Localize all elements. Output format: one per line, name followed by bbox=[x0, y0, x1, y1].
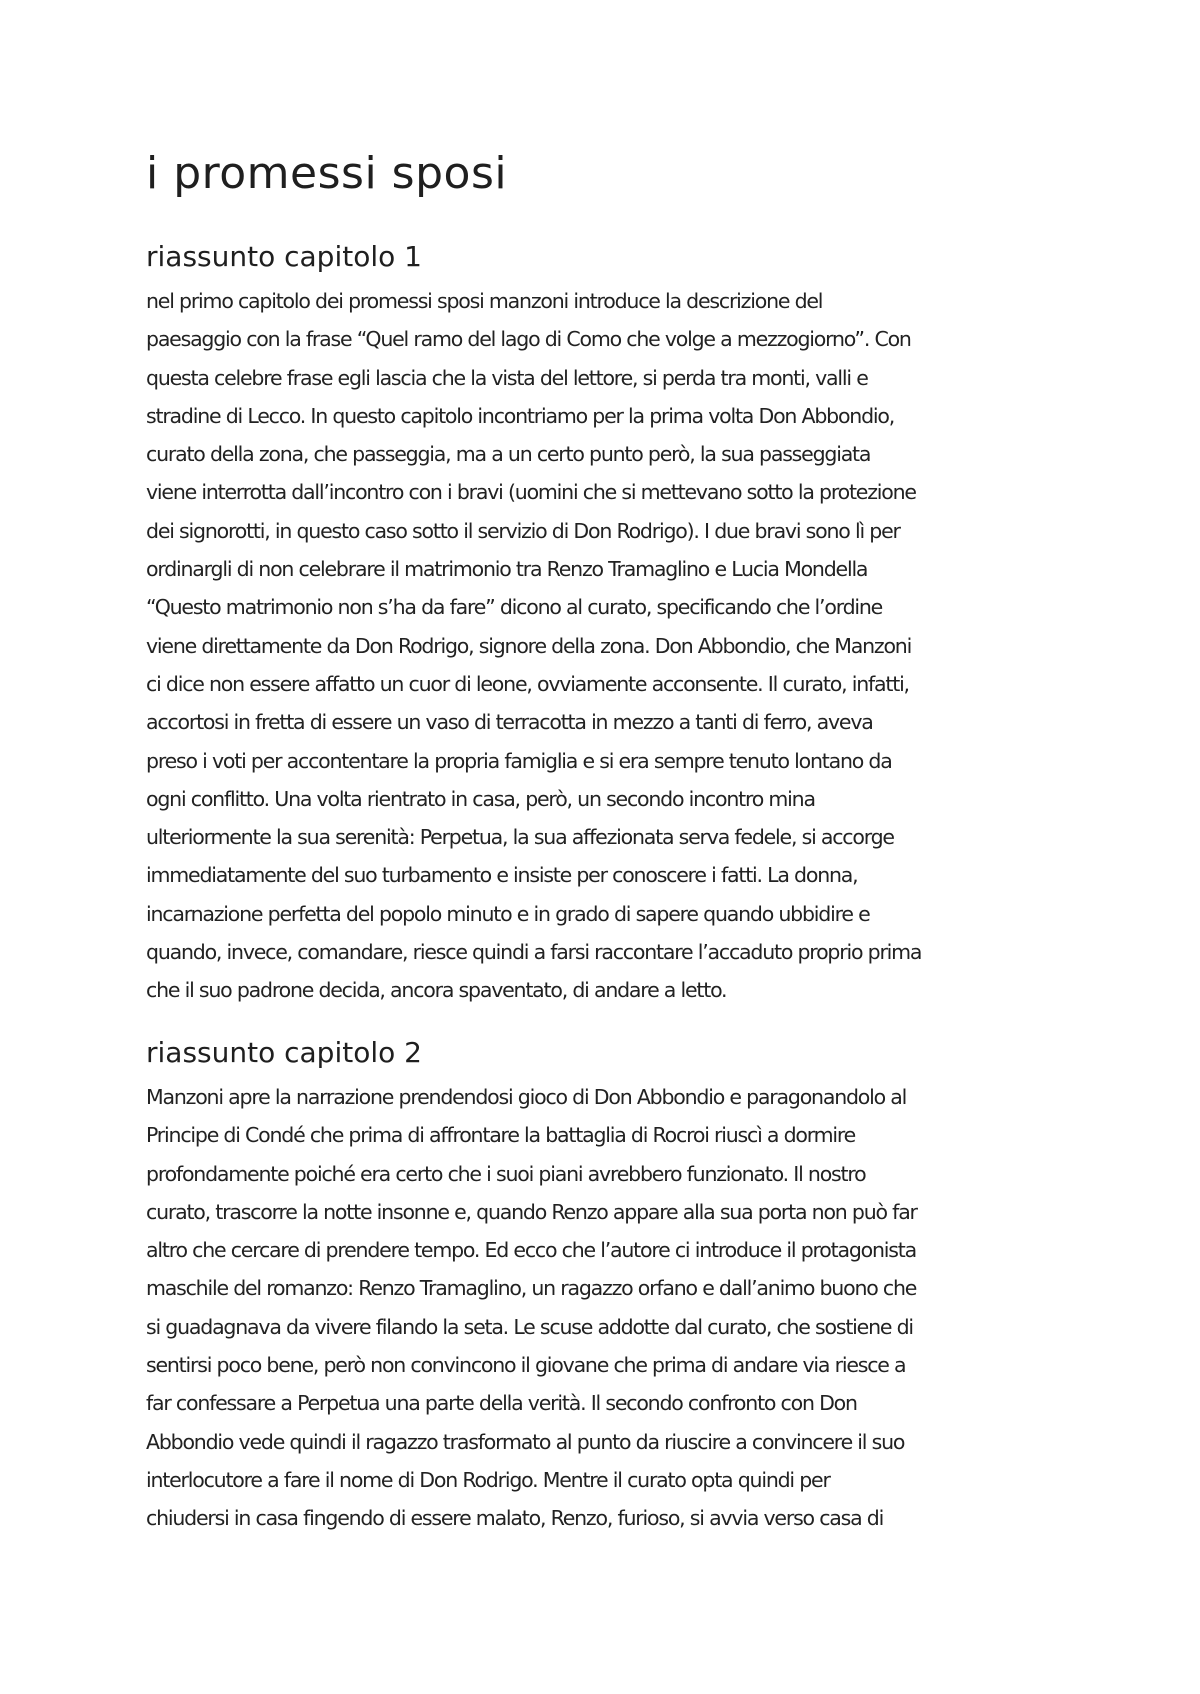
text-line: altro che cercare di prendere tempo. Ed ecco che l’autore ci introduce il protagonista bbox=[146, 1238, 916, 1263]
text-line: stradine di Lecco. In questo capitolo incontriamo per la prima volta Don Abbondio, bbox=[146, 403, 895, 428]
text-line: chiudersi in casa fingendo di essere malato, Renzo, furioso, si avvia verso casa di bbox=[146, 1506, 884, 1531]
text-line: sentirsi poco bene, però non convincono il giovane che prima di andare via riesce a bbox=[146, 1353, 906, 1378]
text-line: ordinargli di non celebrare il matrimonio tra Renzo Tramaglino e Lucia Mondella bbox=[146, 557, 868, 582]
section-heading: riassunto capitolo 1 bbox=[146, 240, 422, 273]
text-line: interlocutore a fare il nome di Don Rodrigo. Mentre il curato opta quindi per bbox=[146, 1467, 830, 1492]
section-body bbox=[146, 1078, 1076, 1538]
text-line: nel primo capitolo dei promessi sposi manzoni introduce la descrizione del bbox=[146, 289, 823, 313]
text-line: curato della zona, che passeggia, ma a un certo punto però, la sua passeggiata bbox=[146, 442, 871, 467]
text-line: profondamente poiché era certo che i suoi piani avrebbero funzionato. Il nostro bbox=[146, 1161, 866, 1186]
text-line: ci dice non essere affatto un cuor di leone, ovviamente acconsente. Il curato, infatti, bbox=[146, 671, 909, 696]
text-line: questa celebre frase egli lascia che la vista del lettore, si perda tra monti, valli e bbox=[146, 365, 868, 390]
section-body bbox=[146, 282, 1076, 1010]
text-line: si guadagnava da vivere filando la seta. Le scuse addotte dal curato, che sostiene di bbox=[146, 1314, 913, 1339]
text-line: dei signorotti, in questo caso sotto il servizio di Don Rodrigo). I due bravi sono lì per bbox=[146, 518, 900, 543]
text-line: ogni conflitto. Una volta rientrato in casa, però, un secondo incontro mina bbox=[146, 786, 815, 811]
text-line: immediatamente del suo turbamento e insiste per conoscere i fatti. La donna, bbox=[146, 863, 858, 888]
document-title: i promessi sposi bbox=[146, 148, 508, 199]
text-line: “Questo matrimonio non s’ha da fare” dicono al curato, specificando che l’ordine bbox=[146, 595, 883, 620]
text-line: far confessare a Perpetua una parte della verità. Il secondo confronto con Don bbox=[146, 1391, 857, 1416]
text-line: Abbondio vede quindi il ragazzo trasformato al punto da riuscire a convincere il suo bbox=[146, 1429, 905, 1454]
text-line: viene interrotta dall’incontro con i bravi (uomini che si mettevano sotto la protezione bbox=[146, 480, 916, 505]
text-line: quando, invece, comandare, riesce quindi a farsi raccontare l’accaduto proprio prima bbox=[146, 940, 922, 965]
text-line: maschile del romanzo: Renzo Tramaglino, un ragazzo orfano e dall’animo buono che bbox=[146, 1276, 917, 1301]
section-chapter-2 bbox=[146, 1034, 1076, 1538]
text-line: incarnazione perfetta del popolo minuto e in grado di sapere quando ubbidire e bbox=[146, 901, 870, 926]
text-line: preso i voti per accontentare la propria famiglia e si era sempre tenuto lontano da bbox=[146, 748, 892, 773]
text-line: ulteriormente la sua serenità: Perpetua, la sua affezionata serva fedele, si accorge bbox=[146, 825, 894, 850]
text-line: curato, trascorre la notte insonne e, quando Renzo appare alla sua porta non può far bbox=[146, 1199, 917, 1224]
section-heading: riassunto capitolo 2 bbox=[146, 1036, 422, 1069]
text-line: che il suo padrone decida, ancora spaventato, di andare a letto. bbox=[146, 978, 727, 1003]
text-line: paesaggio con la frase “Quel ramo del lago di Como che volge a mezzogiorno”. Con bbox=[146, 327, 911, 352]
text-line: viene direttamente da Don Rodrigo, signore della zona. Don Abbondio, che Manzoni bbox=[146, 633, 912, 658]
text-line: Manzoni apre la narrazione prendendosi gioco di Don Abbondio e paragonandolo al bbox=[146, 1085, 907, 1109]
text-line: accortosi in fretta di essere un vaso di terracotta in mezzo a tanti di ferro, aveva bbox=[146, 710, 873, 735]
section-chapter-1 bbox=[146, 238, 1076, 1010]
text-line: Principe di Condé che prima di affrontare la battaglia di Rocroi riuscì a dormire bbox=[146, 1123, 856, 1148]
